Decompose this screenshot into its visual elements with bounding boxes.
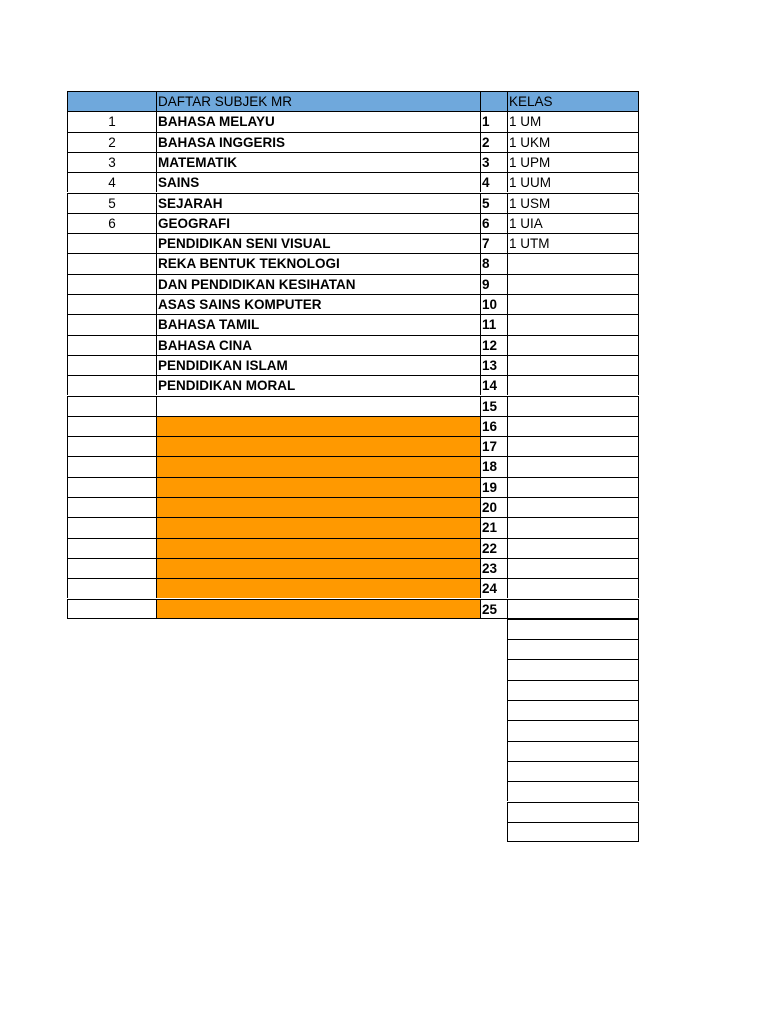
table-row [67, 497, 640, 517]
row-subject-cell[interactable]: PENDIDIKAN MORAL [156, 375, 480, 395]
table-row [67, 396, 640, 416]
row-kelas-cell[interactable]: 1 USM [507, 193, 639, 213]
row-kelas-cell[interactable] [507, 416, 639, 436]
row-kelas-cell[interactable]: 1 UM [507, 111, 639, 131]
kelas-extra-cell[interactable] [507, 700, 639, 720]
row-no-cell[interactable]: 2 [67, 132, 156, 152]
row-num-cell[interactable]: 14 [480, 375, 507, 395]
row-num-cell[interactable]: 16 [480, 416, 507, 436]
kelas-extra-cell[interactable] [507, 761, 639, 781]
table-row [67, 538, 640, 558]
row-subject-cell[interactable] [156, 599, 480, 619]
row-num-cell[interactable]: 4 [480, 172, 507, 192]
table-row [67, 517, 640, 537]
row-num-cell[interactable]: 1 [480, 111, 507, 131]
row-subject-cell[interactable]: MATEMATIK [156, 152, 480, 172]
row-no-cell[interactable] [67, 375, 156, 395]
row-subject-cell[interactable]: ASAS SAINS KOMPUTER [156, 294, 480, 314]
row-kelas-cell[interactable]: 1 UIA [507, 213, 639, 233]
row-no-cell[interactable]: 4 [67, 172, 156, 192]
kelas-extra-row [67, 741, 640, 761]
row-kelas-cell[interactable] [507, 253, 639, 273]
row-kelas-cell[interactable] [507, 477, 639, 497]
row-num-cell[interactable]: 21 [480, 517, 507, 537]
row-num-cell[interactable]: 17 [480, 436, 507, 456]
row-kelas-cell[interactable] [507, 396, 639, 416]
row-no-cell[interactable]: 3 [67, 152, 156, 172]
kelas-extra-row [67, 720, 640, 740]
row-kelas-cell[interactable]: 1 UPM [507, 152, 639, 172]
table-row [67, 477, 640, 497]
row-kelas-cell[interactable] [507, 599, 639, 619]
row-num-cell[interactable]: 6 [480, 213, 507, 233]
row-kelas-cell[interactable] [507, 355, 639, 375]
row-subject-cell[interactable]: PENDIDIKAN SENI VISUAL [156, 233, 480, 253]
row-no-cell[interactable] [67, 253, 156, 273]
row-subject-cell[interactable]: GEOGRAFI [156, 213, 480, 233]
row-num-cell[interactable]: 23 [480, 558, 507, 578]
row-no-cell[interactable] [67, 599, 156, 619]
kelas-extra-row [67, 822, 640, 842]
kelas-extra-cell[interactable] [507, 802, 639, 822]
row-subject-cell[interactable] [156, 416, 480, 436]
row-subject-cell[interactable] [156, 517, 480, 537]
row-kelas-cell[interactable] [507, 335, 639, 355]
row-kelas-cell[interactable] [507, 538, 639, 558]
row-subject-cell[interactable]: BAHASA CINA [156, 335, 480, 355]
row-num-cell[interactable]: 7 [480, 233, 507, 253]
row-no-cell[interactable] [67, 355, 156, 375]
row-subject-cell[interactable]: DAN PENDIDIKAN KESIHATAN [156, 274, 480, 294]
row-subject-cell[interactable] [156, 538, 480, 558]
row-kelas-cell[interactable] [507, 517, 639, 537]
row-num-cell[interactable]: 3 [480, 152, 507, 172]
row-no-cell[interactable]: 5 [67, 193, 156, 213]
table-row [67, 294, 640, 314]
table-row [67, 436, 640, 456]
kelas-extra-cell[interactable] [507, 659, 639, 679]
row-kelas-cell[interactable] [507, 558, 639, 578]
row-subject-cell[interactable] [156, 456, 480, 476]
row-no-cell[interactable] [67, 517, 156, 537]
kelas-extra-cell[interactable] [507, 680, 639, 700]
header-kelas-cell[interactable]: KELAS [507, 91, 639, 111]
row-no-cell[interactable] [67, 335, 156, 355]
row-no-cell[interactable] [67, 274, 156, 294]
row-num-cell[interactable]: 18 [480, 456, 507, 476]
row-no-cell[interactable] [67, 456, 156, 476]
table-row [67, 578, 640, 598]
row-num-cell[interactable]: 11 [480, 314, 507, 334]
row-kelas-cell[interactable] [507, 314, 639, 334]
table-row [67, 314, 640, 334]
row-num-cell[interactable]: 25 [480, 599, 507, 619]
kelas-extra-row [67, 639, 640, 659]
kelas-extra-cell[interactable] [507, 619, 639, 639]
kelas-extra-row [67, 761, 640, 781]
header-row [67, 91, 640, 111]
row-kelas-cell[interactable] [507, 578, 639, 598]
row-subject-cell[interactable] [156, 497, 480, 517]
kelas-extra-row [67, 659, 640, 679]
row-subject-cell[interactable]: SAINS [156, 172, 480, 192]
table-row [67, 599, 640, 619]
kelas-extra-row [67, 619, 640, 639]
kelas-extra-cell[interactable] [507, 741, 639, 761]
row-no-cell[interactable] [67, 578, 156, 598]
row-subject-cell[interactable]: BAHASA TAMIL [156, 314, 480, 334]
row-kelas-cell[interactable]: 1 UTM [507, 233, 639, 253]
row-num-cell[interactable]: 22 [480, 538, 507, 558]
table-row [67, 355, 640, 375]
table-row [67, 152, 640, 172]
row-kelas-cell[interactable] [507, 294, 639, 314]
header-subject-cell[interactable]: DAFTAR SUBJEK MR [156, 91, 480, 111]
kelas-extra-cell[interactable] [507, 720, 639, 740]
row-kelas-cell[interactable] [507, 497, 639, 517]
row-no-cell[interactable]: 1 [67, 111, 156, 131]
row-num-cell[interactable]: 2 [480, 132, 507, 152]
row-no-cell[interactable] [67, 497, 156, 517]
row-no-cell[interactable] [67, 233, 156, 253]
row-subject-cell[interactable]: PENDIDIKAN ISLAM [156, 355, 480, 375]
kelas-extra-row [67, 802, 640, 822]
row-no-cell[interactable] [67, 558, 156, 578]
table-row [67, 193, 640, 213]
row-no-cell[interactable] [67, 416, 156, 436]
header-num-cell[interactable] [480, 91, 507, 111]
table-row [67, 416, 640, 436]
row-num-cell[interactable]: 13 [480, 355, 507, 375]
row-num-cell[interactable]: 24 [480, 578, 507, 598]
row-num-cell[interactable]: 9 [480, 274, 507, 294]
kelas-extra-row [67, 781, 640, 801]
row-num-cell[interactable]: 12 [480, 335, 507, 355]
row-kelas-cell[interactable] [507, 456, 639, 476]
row-subject-cell[interactable] [156, 396, 480, 416]
kelas-extra-cell[interactable] [507, 781, 639, 801]
row-subject-cell[interactable] [156, 436, 480, 456]
kelas-extra-cell[interactable] [507, 639, 639, 659]
row-num-cell[interactable]: 5 [480, 193, 507, 213]
row-no-cell[interactable]: 6 [67, 213, 156, 233]
kelas-extra-cell[interactable] [507, 822, 639, 842]
row-no-cell[interactable] [67, 436, 156, 456]
row-subject-cell[interactable] [156, 477, 480, 497]
table-row [67, 111, 640, 131]
table-row [67, 335, 640, 355]
row-num-cell[interactable]: 19 [480, 477, 507, 497]
header-no-cell[interactable] [67, 91, 156, 111]
row-subject-cell[interactable]: SEJARAH [156, 193, 480, 213]
table-row [67, 456, 640, 476]
kelas-extra-row [67, 680, 640, 700]
row-kelas-cell[interactable]: 1 UUM [507, 172, 639, 192]
row-kelas-cell[interactable] [507, 375, 639, 395]
row-subject-cell[interactable]: BAHASA MELAYU [156, 111, 480, 131]
row-no-cell[interactable] [67, 477, 156, 497]
table-row [67, 132, 640, 152]
table-row [67, 558, 640, 578]
row-num-cell[interactable]: 15 [480, 396, 507, 416]
row-num-cell[interactable]: 8 [480, 253, 507, 273]
row-no-cell[interactable] [67, 538, 156, 558]
row-subject-cell[interactable] [156, 558, 480, 578]
row-no-cell[interactable] [67, 396, 156, 416]
row-subject-cell[interactable]: BAHASA INGGERIS [156, 132, 480, 152]
table-row [67, 172, 640, 192]
table-row [67, 213, 640, 233]
row-no-cell[interactable] [67, 314, 156, 334]
row-kelas-cell[interactable] [507, 436, 639, 456]
row-no-cell[interactable] [67, 294, 156, 314]
table-row [67, 375, 640, 395]
row-subject-cell[interactable]: REKA BENTUK TEKNOLOGI [156, 253, 480, 273]
row-num-cell[interactable]: 20 [480, 497, 507, 517]
row-kelas-cell[interactable]: 1 UKM [507, 132, 639, 152]
table-row [67, 274, 640, 294]
row-subject-cell[interactable] [156, 578, 480, 598]
kelas-extra-row [67, 700, 640, 720]
row-kelas-cell[interactable] [507, 274, 639, 294]
table-row [67, 253, 640, 273]
row-num-cell[interactable]: 10 [480, 294, 507, 314]
table-row [67, 233, 640, 253]
